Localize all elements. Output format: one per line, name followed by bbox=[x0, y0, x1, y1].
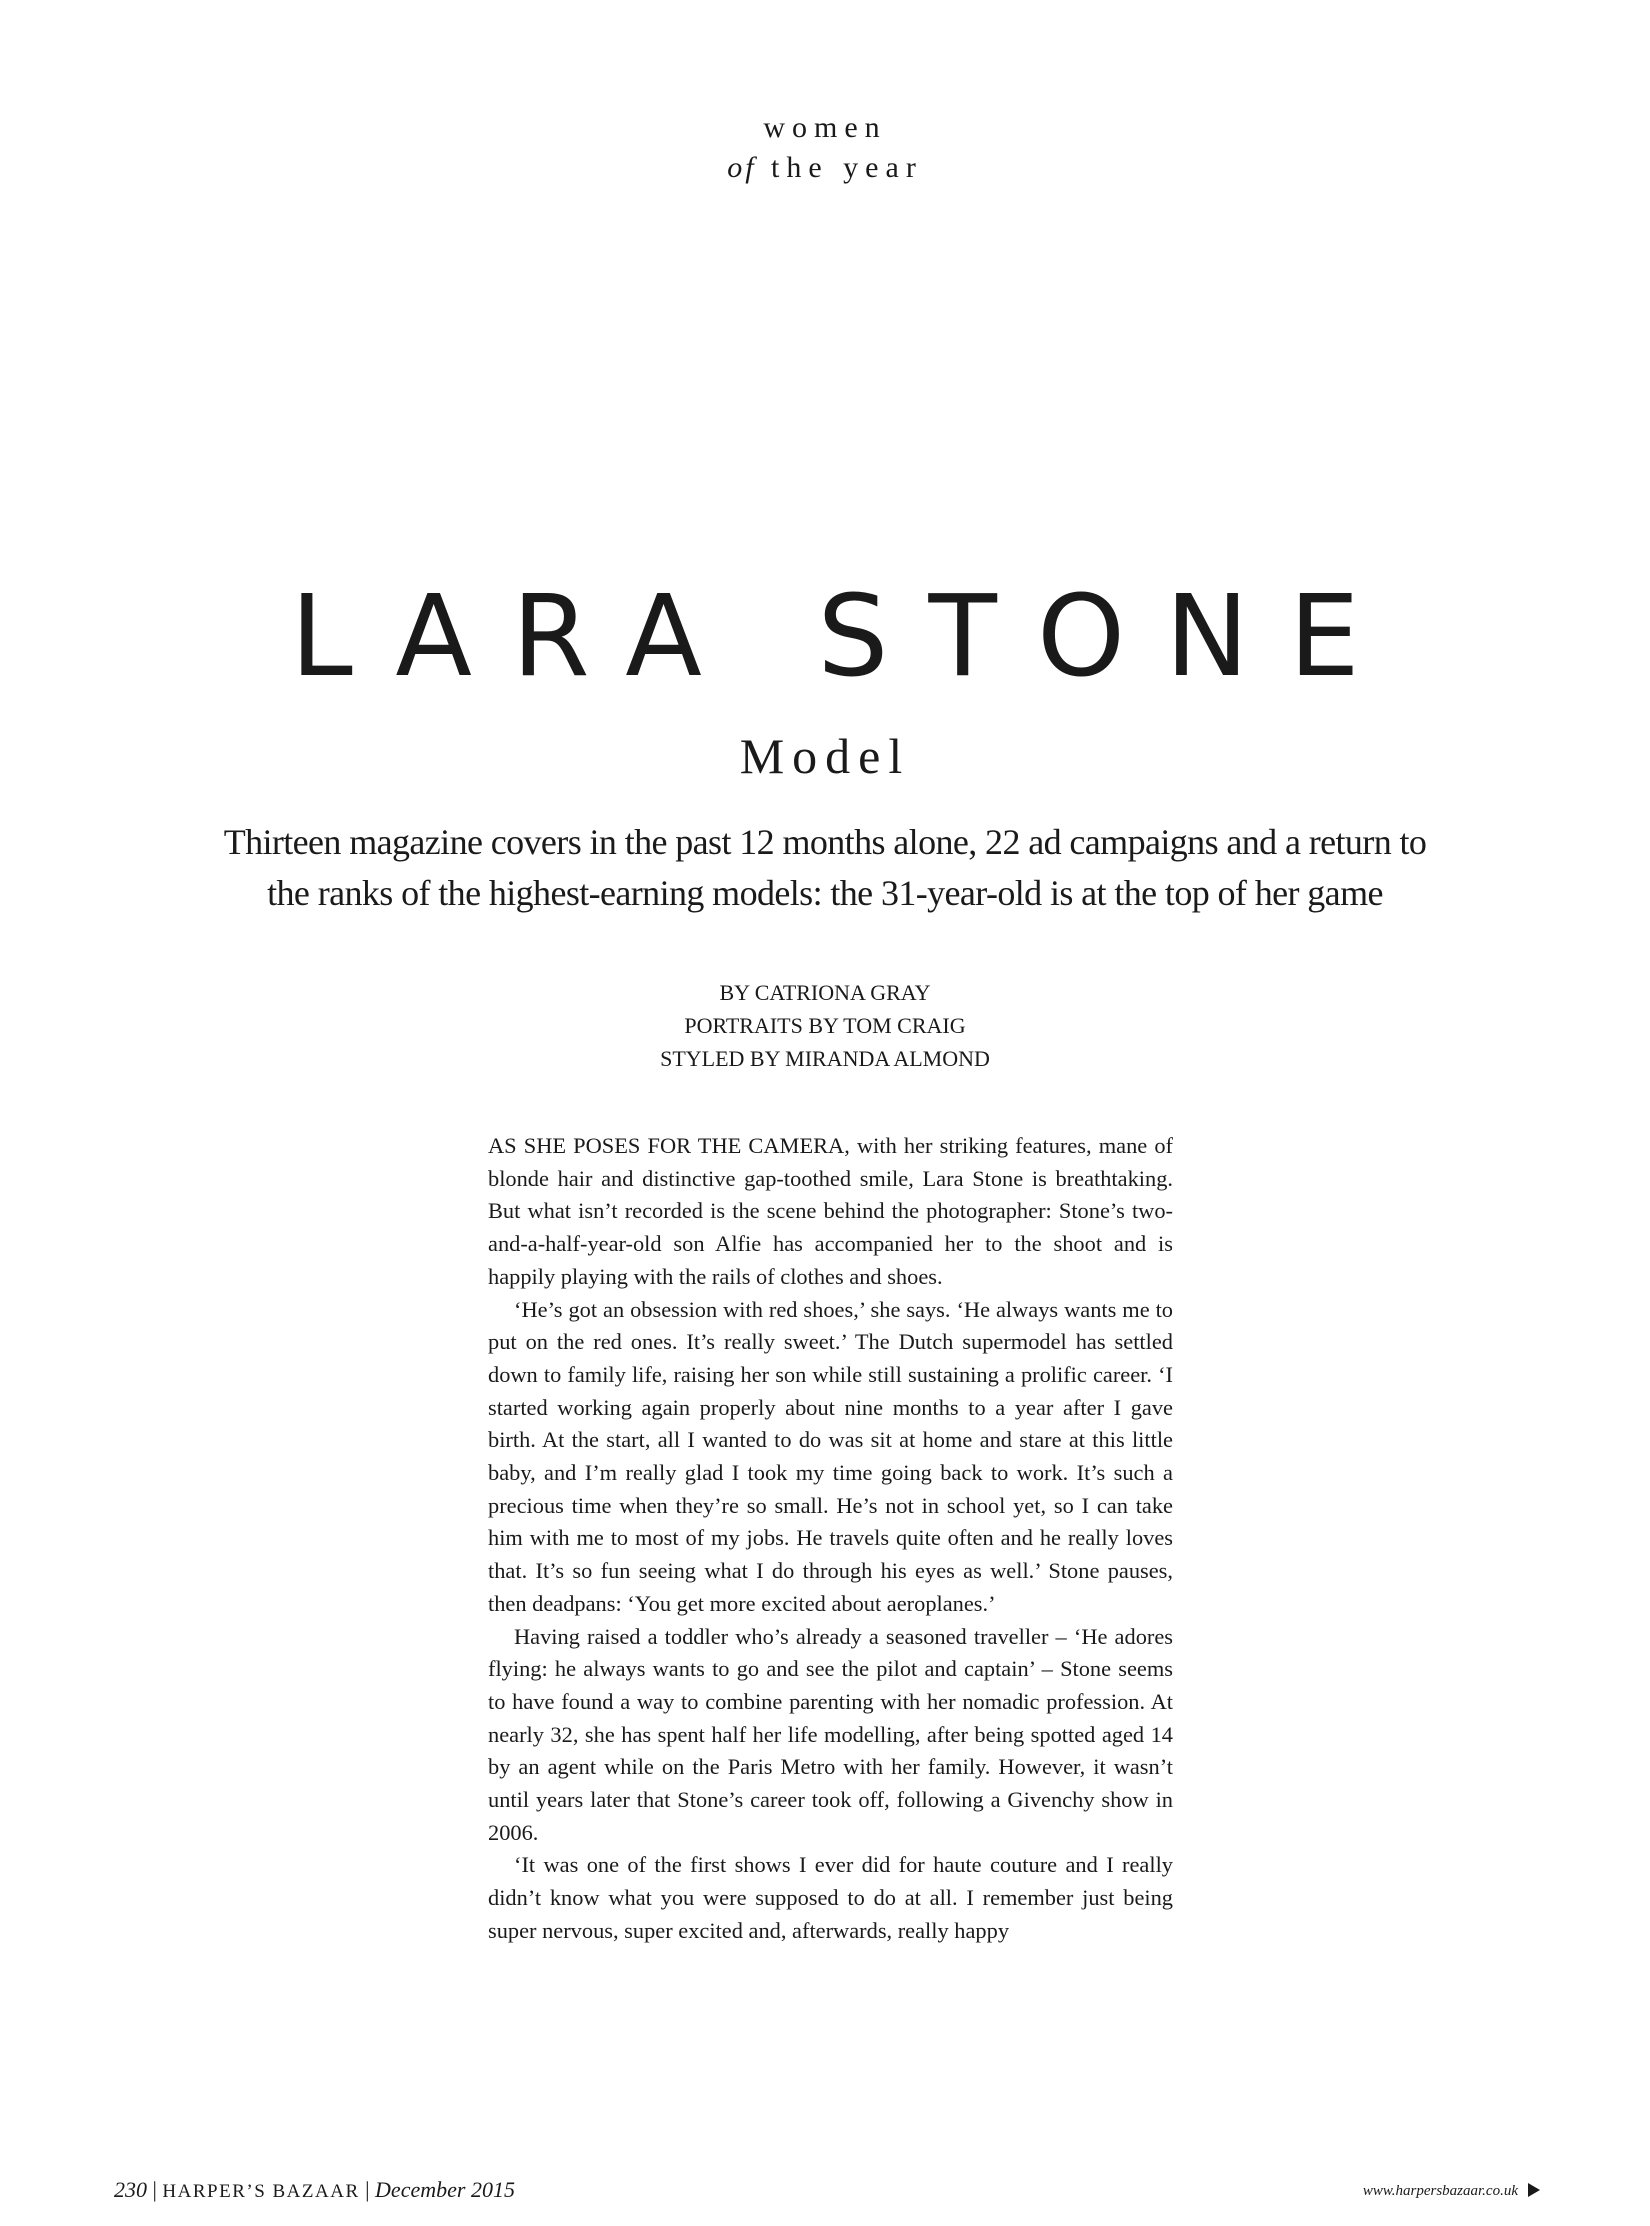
credit-writer: BY CATRIONA GRAY bbox=[719, 980, 931, 1005]
paragraph-text: with her striking features, mane of blonde hair and distinctive gap-toothed smile, Lara Stone is breathtaking. But what isn’t recorded is the scene behind the photographer: Stone’s two-and-a-half-year-old son Alfie has accompanied her to the shoot and is happily playing with the rails of clothes and shoes. bbox=[488, 1133, 1173, 1289]
website-url: www.harpersbazaar.co.uk bbox=[1362, 2183, 1518, 2199]
body-paragraph: ‘He’s got an obsession with red shoes,’ she says. ‘He always wants me to put on the red ones. It’s really sweet.’ The Dutch supermodel has settled down to family life, raising her son while still sustaining a prolific career. ‘I started working again properly about nine months to a year after I gave birth. At the start, all I wanted to do was sit at home and stare at this little baby, and I’m really glad I took my time going back to work. It’s such a precious time when they’re so small. He’s not in school yet, so I can take him with me to most of my jobs. He travels quite often and he really loves that. It’s so fun seeing what I do through his eyes as well.’ Stone pauses, then deadpans: ‘You get more excited about aeroplanes.’ bbox=[488, 1296, 1173, 1616]
standfirst: Thirteen magazine covers in the past 12 months alone, 22 ad campaigns and a return to the ranks of the highest-earning models: the 31-year-old is at the top of her game bbox=[223, 822, 1427, 913]
article-body bbox=[488, 1130, 1173, 1948]
footer-url bbox=[1363, 2179, 1540, 2203]
kicker-of: of bbox=[727, 151, 757, 184]
body-paragraph bbox=[488, 1130, 1173, 1294]
body-paragraph: ‘It was one of the first shows I ever did for haute couture and I really didn’t know what you were supposed to do at all. I remember just being super nervous, super excited and, afterwards, really happy bbox=[488, 1852, 1173, 1943]
byline-credits bbox=[0, 976, 1650, 1075]
kicker-line-2 bbox=[0, 148, 1650, 188]
body-paragraph: Having raised a toddler who’s already a seasoned traveller – ‘He adores flying: he always wants to go and see the pilot and captain’ – Stone seems to have found a way to combine parenting with her nomadic profession. At nearly 32, she has spent half her life modelling, after being spotted aged 14 by an agent while on the Paris Metro with her family. However, it wasn’t until years later that Stone’s career took off, following a Givenchy show in 2006. bbox=[488, 1623, 1173, 1845]
kicker-line-1: women bbox=[763, 111, 887, 144]
magazine-name: HARPER’S BAZAAR bbox=[162, 2181, 360, 2202]
page-number: 230 bbox=[114, 2177, 147, 2202]
credit-portraits: PORTRAITS BY TOM CRAIG bbox=[684, 1013, 966, 1038]
credit-stylist: STYLED BY MIRANDA ALMOND bbox=[660, 1046, 990, 1071]
issue-date: December 2015 bbox=[375, 2177, 515, 2202]
page-folio: 230 | HARPER’S BAZAAR | December 2015 bbox=[114, 2177, 515, 2202]
lead-in: AS SHE POSES FOR THE CAMERA, bbox=[488, 1133, 850, 1158]
continue-arrow-icon bbox=[1528, 2183, 1540, 2197]
section-kicker bbox=[0, 108, 1650, 188]
kicker-the-year: the year bbox=[756, 151, 923, 184]
subject-role: Model bbox=[739, 728, 911, 784]
article-headline: LARA STONE bbox=[290, 572, 1400, 702]
